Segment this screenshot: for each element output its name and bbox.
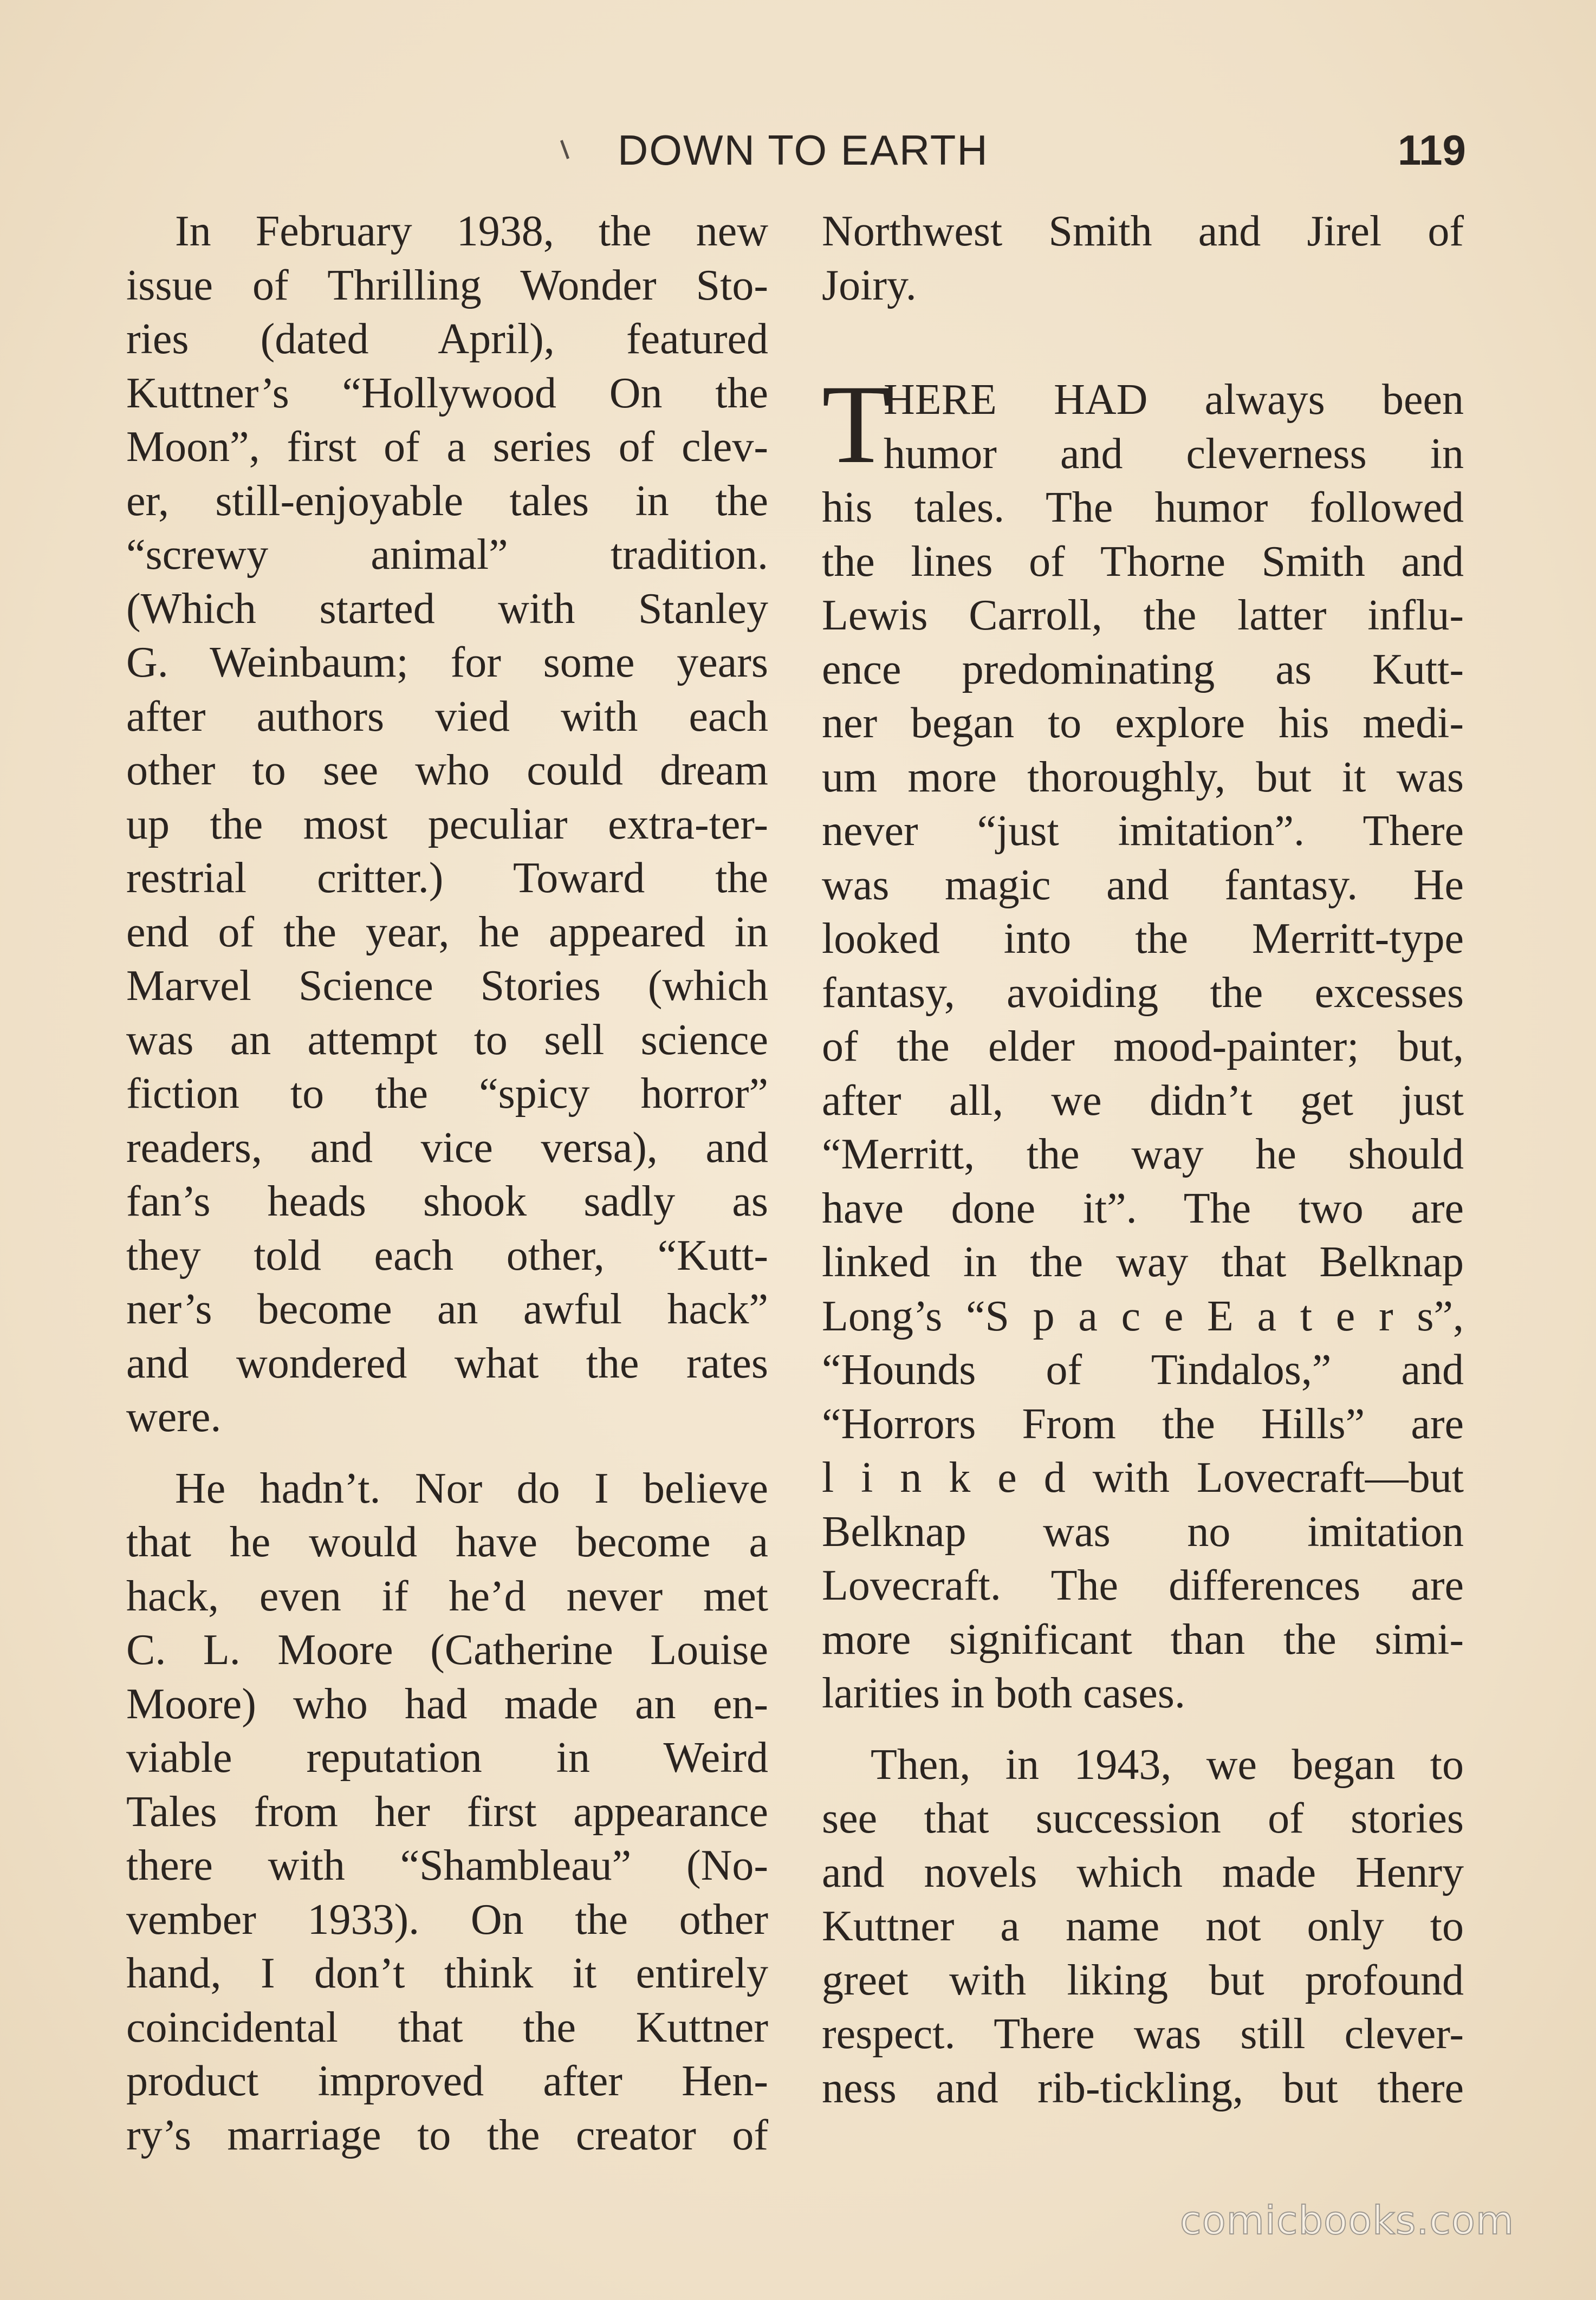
text-line: end of the year, he appeared in [126,908,768,956]
text-line: fan’s heads shook sadly as [126,1178,768,1225]
text-line: his tales. The humor followed [822,484,1464,531]
text-line: ner’s become an awful hack” [126,1285,768,1333]
text-line: “Horrors From the Hills” are [822,1400,1464,1448]
text-line: In February 1938, the new [175,207,768,255]
text-line: um more thoroughly, but it was [822,753,1464,801]
text-line: and wondered what the rates [126,1339,768,1387]
text-line: more significant than the simi- [822,1615,1464,1664]
text-line: after authors vied with each [126,692,768,740]
text-line: ner began to explore his medi- [822,699,1464,747]
text-line: Lewis Carroll, the latter influ- [822,592,1464,639]
text-line: ry’s marriage to the creator of [126,2111,768,2159]
text-line: Tales from her first appearance [126,1788,768,1836]
text-line: “Merritt, the way he should [822,1130,1464,1178]
text-line: fantasy, avoiding the excesses [822,969,1464,1017]
text-line: “Hounds of Tindalos,” and [822,1346,1464,1394]
text-line: Then, in 1943, we began to [871,1740,1464,1789]
text-line: l i n k e d with Lovecraft—but [822,1454,1464,1502]
left-column [126,205,768,2162]
text-line: C. L. Moore (Catherine Louise [126,1626,768,1674]
right-column-top-paragraph [822,205,1464,313]
dropcap-letter: T [822,373,891,481]
text-line: product improved after Hen- [126,2057,768,2105]
text-line: there with “Shambleau” (No- [126,1842,768,1889]
text-line: never “just imitation”. There [822,807,1464,855]
text-line: Kuttner’s “Hollywood On the [126,369,768,417]
text-line: was an attempt to sell science [126,1016,768,1064]
text-line: coincidental that the Kuttner [126,2003,768,2051]
text-line: issue of Thrilling Wonder Sto- [126,261,768,309]
text-line: Moon”, first of a series of clev- [126,423,768,471]
right-column [822,205,1464,2115]
text-line: linked in the way that Belknap [822,1238,1464,1286]
text-line: Long’s “S p a c e E a t e r s”, [822,1292,1464,1340]
text-line: Joiry. [822,261,917,309]
text-line: of the elder mood-painter; but, [822,1023,1464,1070]
text-line: and novels which made Henry [822,1848,1464,1896]
text-line: ries (dated April), featured [126,315,768,363]
text-line: HERE HAD always been [884,376,1464,424]
right-column-paragraph [822,481,1464,1721]
text-line: Lovecraft. The differences are [822,1562,1464,1609]
right-column-final-paragraph [822,1738,1464,2116]
page-number: 119 [1398,126,1466,174]
text-line: humor and cleverness in [884,430,1464,478]
text-line: hand, I don’t think it entirely [126,1950,768,1997]
text-line: ence predominating as Kutt- [822,645,1464,693]
text-line: ness and rib-tickling, but there [822,2064,1464,2112]
text-line: were. [126,1393,222,1441]
text-line: see that succession of stories [822,1795,1464,1842]
text-line: viable reputation in Weird [126,1734,768,1782]
text-line: readers, and vice versa), and [126,1123,768,1172]
text-line: they told each other, “Kutt- [126,1231,768,1279]
text-line: larities in both cases. [822,1669,1185,1717]
text-line: up the most peculiar extra-ter- [126,800,768,848]
text-line: have done it”. The two are [822,1184,1464,1232]
running-header: DOWN TO EARTH [618,126,989,174]
text-line: er, still-enjoyable tales in the [126,477,768,525]
ink-mark [560,140,569,159]
text-line: looked into the Merritt-type [822,915,1464,963]
text-line: Marvel Science Stories (which [126,962,768,1010]
text-line: hack, even if he’d never met [126,1572,768,1620]
text-line: “screwy animal” tradition. [126,531,768,579]
text-line: vember 1933). On the other [126,1895,768,1944]
text-line: Moore) who had made an en- [126,1680,768,1728]
text-line: G. Weinbaum; for some years [126,639,768,686]
text-line: after all, we didn’t get just [822,1076,1464,1125]
text-line: (Which started with Stanley [126,584,768,633]
dropcap-paragraph-start [822,373,1464,481]
text-line: was magic and fantasy. He [822,861,1464,909]
text-line: Northwest Smith and Jirel of [822,207,1464,255]
text-line: Kuttner a name not only to [822,1902,1464,1950]
text-line: the lines of Thorne Smith and [822,537,1464,586]
text-line: respect. There was still clever- [822,2010,1464,2058]
text-line: that he would have become a [126,1518,768,1566]
text-line: Belknap was no imitation [822,1508,1464,1556]
text-line: other to see who could dream [126,746,768,794]
site-watermark: comicbooks.com [1180,2198,1515,2243]
text-line: restrial critter.) Toward the [126,854,768,902]
text-line: greet with liking but profound [822,1956,1464,2004]
text-line: fiction to the “spicy horror” [126,1070,768,1117]
text-line: He hadn’t. Nor do I believe [175,1464,768,1512]
